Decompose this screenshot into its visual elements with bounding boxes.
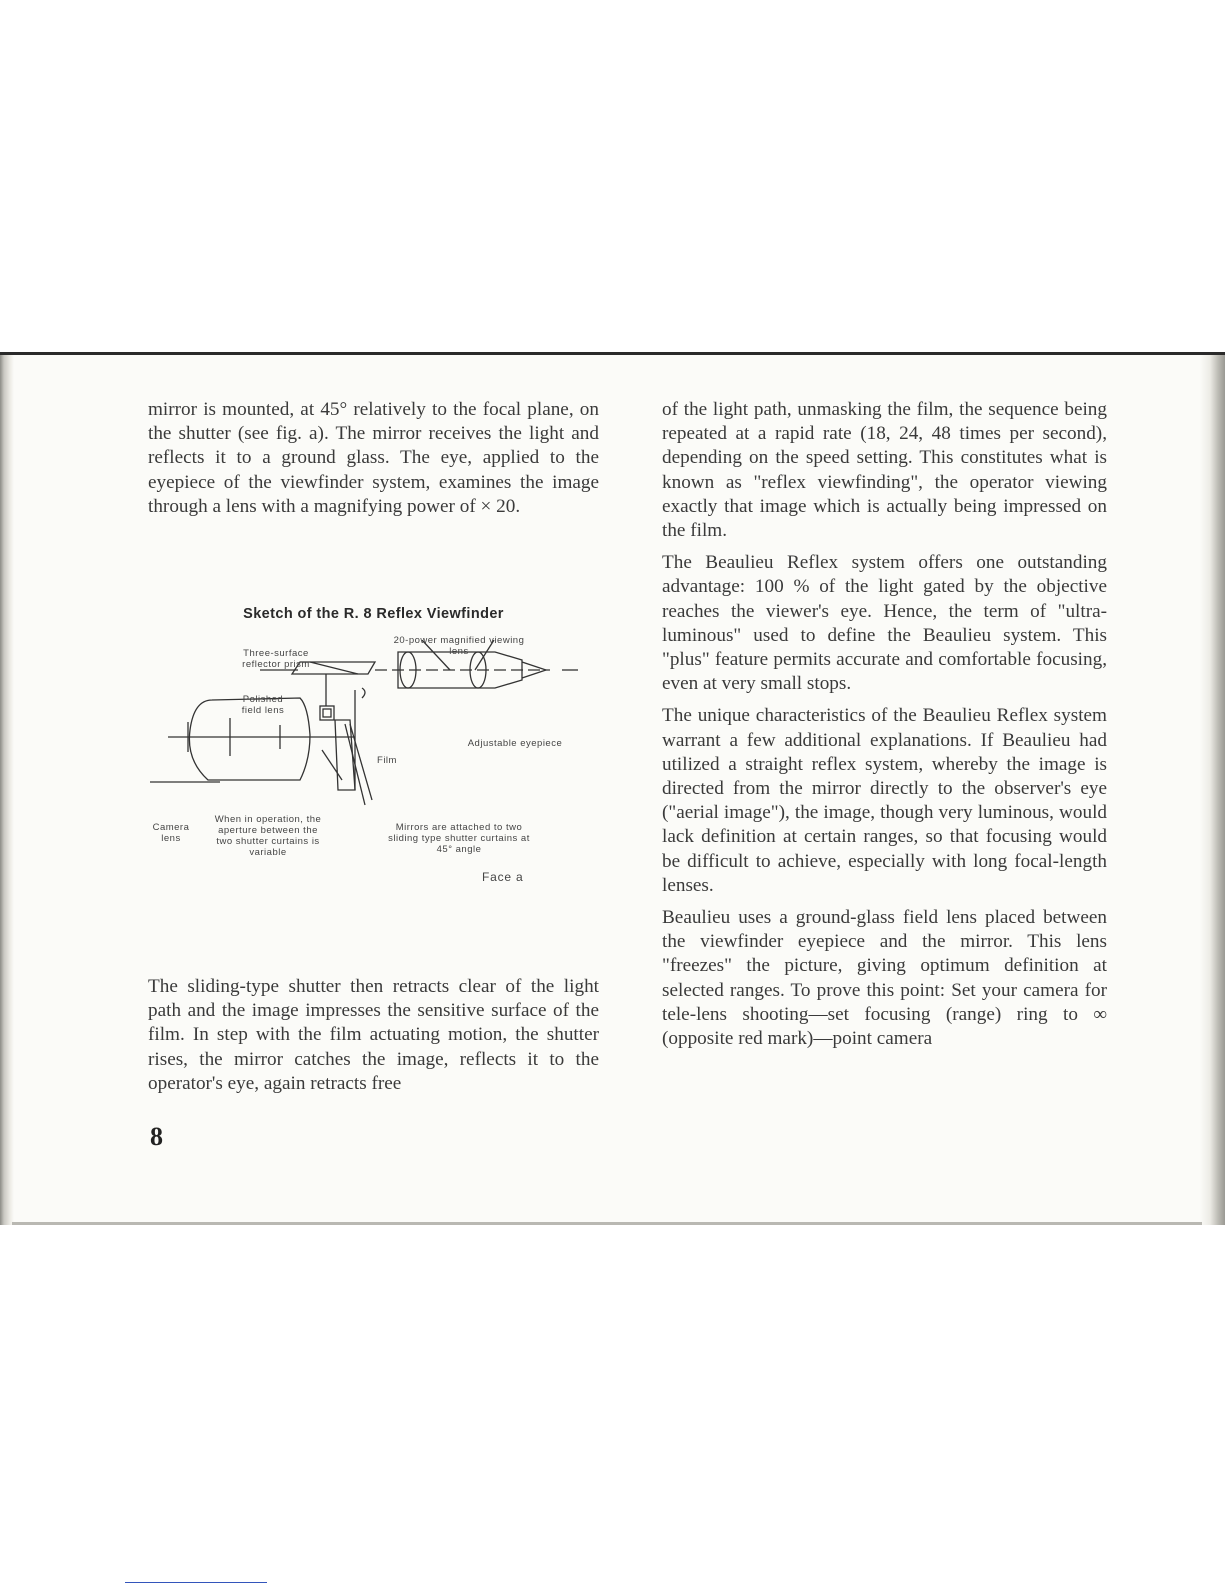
page-top-edge — [0, 352, 1225, 355]
paragraph-advantage: The Beaulieu Reflex system offers one outstanding advantage: 100 % of the light gated by the objective reaches the viewer's eye. Hence, the term of "ultra-luminous" used to define the Beaulieu system. This "plus" feature permits accurate and comfortable focusing, even at very small stops. — [662, 552, 1107, 695]
page-number: 8 — [150, 1122, 163, 1151]
figure-caption: Face a — [482, 870, 524, 884]
label-aperture: When in operation, the aperture between the two shutter curtains is variable — [214, 814, 322, 858]
paragraph-light-path: of the light path, unmasking the film, the sequence being repeated at a rapid rate (18, 24, 48 times per second), depending on the speed setting. This constitutes what is known as "reflex viewfinding", the operator viewing exactly that image which is actually being impressed on the film. — [662, 399, 1107, 542]
label-eyepiece: Adjustable eyepiece — [467, 738, 563, 749]
page-bottom-edge — [12, 1222, 1202, 1225]
left-column-bottom — [148, 975, 599, 1104]
figure-title: Sketch of the R. 8 Reflex Viewfinder — [243, 606, 504, 622]
label-camera-lens: Camera lens — [152, 822, 190, 844]
paragraph-characteristics: The unique characteristics of the Beaulieu Reflex system warrant a few additional explanations. If Beaulieu had utilized a straight reflex system, whereby the image is directed from the mirror directly to the observer's eye ("aerial image"), the image, though very luminous, would lack definition at certain ranges, so that focusing would be difficult to achieve, especially with long focal-length lenses. — [662, 705, 1107, 896]
label-field-lens: Polished field lens — [241, 694, 285, 716]
paragraph-mirror: mirror is mounted, at 45° relatively to the focal plane, on the shutter (see fig. a). The mirror receives the light and reflects it to a ground glass. The eye, applied to the eyepiece of the viewfinder system, examines the image through a lens with a magnifying power of × 20. — [148, 399, 599, 517]
paragraph-shutter: The sliding-type shutter then retracts clear of the light path and the image impresses the sensitive surface of the film. In step with the film actuating motion, the shutter rises, the mirror catches the image, reflects it to the operator's eye, again retracts free — [148, 976, 599, 1094]
field-lens-shape — [320, 706, 334, 720]
right-column — [662, 398, 1107, 1059]
label-film: Film — [377, 755, 397, 766]
label-mirrors: Mirrors are attached to two sliding type shutter curtains at 45° angle — [388, 822, 530, 855]
paragraph-field-lens: Beaulieu uses a ground-glass field lens placed between the viewfinder eyepiece and the mirror. This lens "freezes" the picture, giving optimum definition at selected ranges. To prove this point: Set your camera for tele-lens shooting—set focusing (range) ring to ∞ (opposite red mark)—point camera — [662, 907, 1107, 1050]
page-left-binding-shadow — [0, 355, 14, 1225]
label-prism: Three-surface reflector prism — [242, 648, 310, 670]
page-right-binding-shadow — [1200, 355, 1225, 1225]
left-column-top — [148, 398, 599, 527]
scrollbar-indicator — [125, 1582, 267, 1583]
label-viewing-lens: 20-power magnified viewing lens — [393, 635, 525, 657]
